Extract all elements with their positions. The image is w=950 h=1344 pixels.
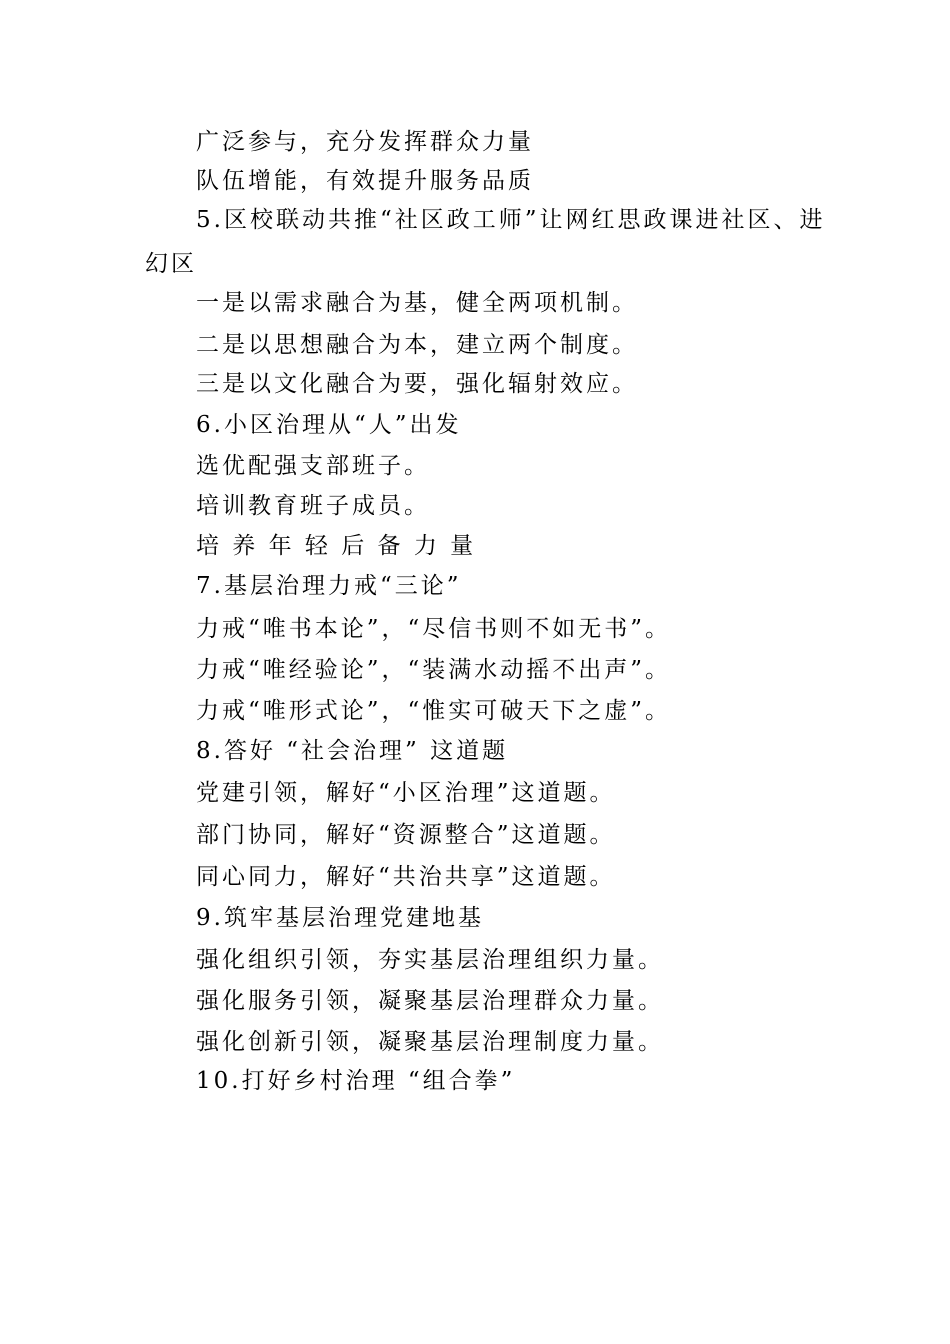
text-line: 党建引领，解好“小区治理”这道题。 [196, 780, 616, 806]
text-line: 广泛参与，充分发挥群众力量 [196, 129, 534, 155]
text-line: 培 养 年 轻 后 备 力 量 [196, 533, 477, 559]
text-line: 力戒“唯经验论”，“装满水动摇不出声”。 [196, 657, 672, 683]
text-line: 队伍增能，有效提升服务品质 [196, 168, 534, 194]
text-line: 力戒“唯书本论”，“尽信书则不如无书”。 [196, 616, 672, 642]
text-line: 强化组织引领，夯实基层治理组织力量。 [196, 947, 664, 973]
text-line: 一是以需求融合为基，健全两项机制。 [196, 290, 638, 316]
section-heading: 7.基层治理力戒“三论” [196, 573, 462, 599]
text-line: 同心同力，解好“共治共享”这道题。 [196, 864, 616, 890]
text-line: 培训教育班子成员。 [196, 493, 430, 519]
text-line: 强化服务引领，凝聚基层治理群众力量。 [196, 988, 664, 1014]
text-line: 强化创新引领，凝聚基层治理制度力量。 [196, 1029, 664, 1055]
text-line: 部门协同，解好“资源整合”这道题。 [196, 822, 616, 848]
text-line: 选优配强支部班子。 [196, 453, 430, 479]
text-line: 三是以文化融合为要，强化辐射效应。 [196, 371, 638, 397]
section-heading: 8.答好 “社会治理” 这道题 [196, 738, 509, 764]
section-heading: 5.区校联动共推“社区政工师”让网红思政课进社区、进 [196, 207, 826, 233]
section-heading: 10.打好乡村治理 “组合拳” [196, 1068, 516, 1094]
text-line: 二是以思想融合为本，建立两个制度。 [196, 332, 638, 358]
section-heading: 9.筑牢基层治理党建地基 [196, 905, 484, 931]
text-line: 力戒“唯形式论”，“惟实可破天下之虚”。 [196, 698, 672, 724]
section-heading: 6.小区治理从“人”出发 [196, 412, 462, 438]
text-line-continuation: 幻区 [145, 251, 197, 277]
